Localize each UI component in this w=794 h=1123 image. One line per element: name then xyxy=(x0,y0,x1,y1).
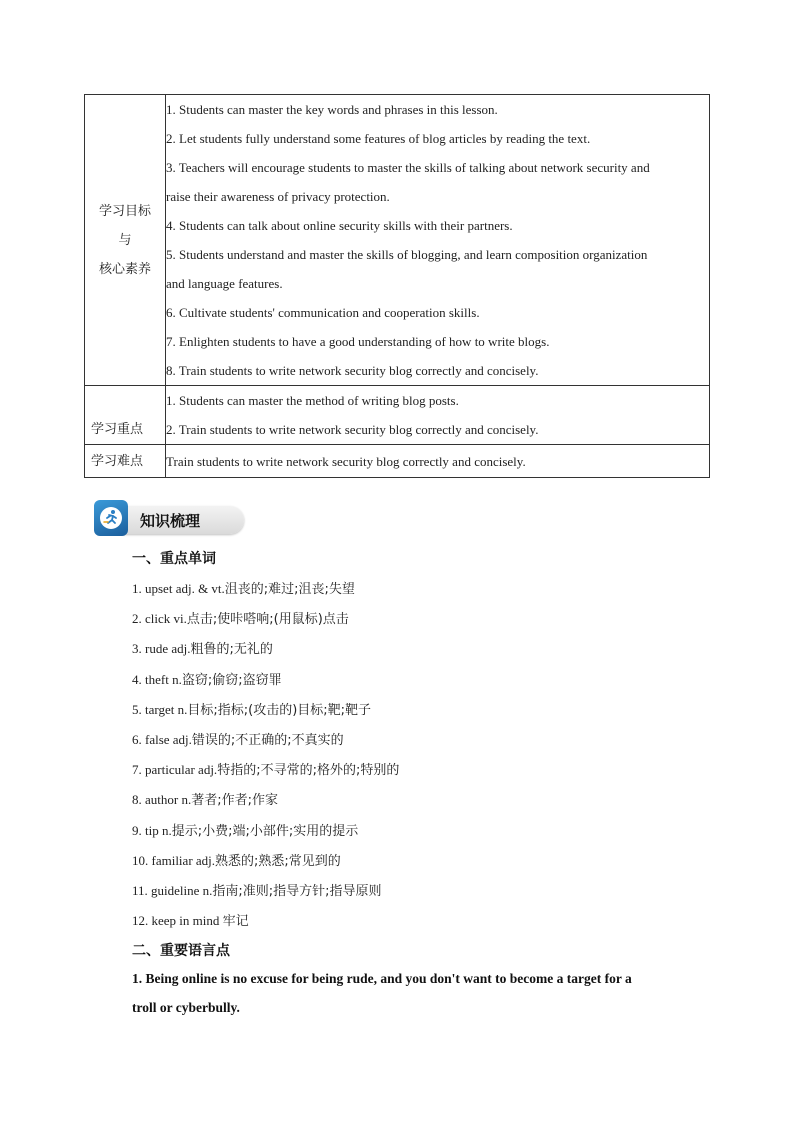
list-item: 4. theft n.盗窃;偷窃;盗窃罪 xyxy=(132,671,282,688)
difficulty-line: Train students to write network security blog correctly and concisely. xyxy=(166,453,526,469)
goal-line: 8. Train students to write network security blog correctly and concisely. xyxy=(166,363,539,378)
language-point xyxy=(132,964,672,1022)
list-item: 2. click vi.点击;使咔嗒响;(用鼠标)点击 xyxy=(132,611,349,628)
list-item: 10. familiar adj.熟悉的;熟悉;常见到的 xyxy=(132,852,341,869)
label-line: 与 xyxy=(118,232,132,248)
goal-line: raise their awareness of privacy protection. xyxy=(166,189,390,204)
points-heading: 二、重要语言点 xyxy=(132,943,230,959)
vocab-heading: 一、重点单词 xyxy=(132,551,216,567)
goal-line: 3. Teachers will encourage students to master the skills of talking about network security and xyxy=(166,160,650,175)
vocab-list xyxy=(132,574,399,936)
label-line: 核心素养 xyxy=(98,261,151,277)
row-content-goals xyxy=(166,95,710,386)
section-header-knowledge xyxy=(94,500,246,538)
point-line: troll or cyberbully. xyxy=(132,1000,240,1015)
list-item: 5. target n.目标;指标;(攻击的)目标;靶;靶子 xyxy=(132,701,372,718)
table-row-goals xyxy=(85,95,710,386)
key-point-line: 2. Train students to write network security blog correctly and concisely. xyxy=(166,422,539,437)
list-item: 7. particular adj.特指的;不寻常的;格外的;特别的 xyxy=(132,762,400,779)
list-item: 3. rude adj.粗鲁的;无礼的 xyxy=(132,641,273,658)
row-content-key-points xyxy=(166,386,710,445)
row-label-difficulties xyxy=(85,445,166,478)
list-item: 11. guideline n.指南;准则;指导方针;指导原则 xyxy=(132,882,382,899)
table-row-difficulties xyxy=(85,445,710,478)
list-item: 9. tip n.提示;小费;端;小部件;实用的提示 xyxy=(132,822,359,839)
learning-goals-table xyxy=(84,94,710,478)
label-line: 学习重点 xyxy=(91,422,144,437)
point-line: 1. Being online is no excuse for being rude, and you don't want to become a target for a xyxy=(132,971,632,986)
goal-line: 1. Students can master the key words and phrases in this lesson. xyxy=(166,102,498,117)
section-title: 知识梳理 xyxy=(140,512,201,530)
key-point-line: 1. Students can master the method of writing blog posts. xyxy=(166,393,459,408)
goal-line: 7. Enlighten students to have a good understanding of how to write blogs. xyxy=(166,334,550,349)
running-person-icon xyxy=(94,500,128,536)
label-line: 学习目标 xyxy=(98,203,151,219)
list-item: 1. upset adj. & vt.沮丧的;难过;沮丧;失望 xyxy=(132,581,355,597)
goal-line: 2. Let students fully understand some features of blog articles by reading the text. xyxy=(166,131,591,146)
label-line: 学习难点 xyxy=(91,453,144,469)
row-content-difficulties xyxy=(166,445,710,478)
row-label-goals xyxy=(85,95,166,386)
goal-line: 5. Students understand and master the skills of blogging, and learn composition organization xyxy=(166,247,648,262)
table-row-key-points xyxy=(85,386,710,445)
goal-line: and language features. xyxy=(166,276,283,291)
list-item: 12. keep in mind 牢记 xyxy=(132,913,249,930)
goal-line: 6. Cultivate students' communication and cooperation skills. xyxy=(166,305,480,320)
goal-line: 4. Students can talk about online security skills with their partners. xyxy=(166,218,513,233)
row-label-key-points xyxy=(85,386,166,445)
list-item: 6. false adj.错误的;不正确的;不真实的 xyxy=(132,731,344,748)
list-item: 8. author n.著者;作者;作家 xyxy=(132,792,278,809)
